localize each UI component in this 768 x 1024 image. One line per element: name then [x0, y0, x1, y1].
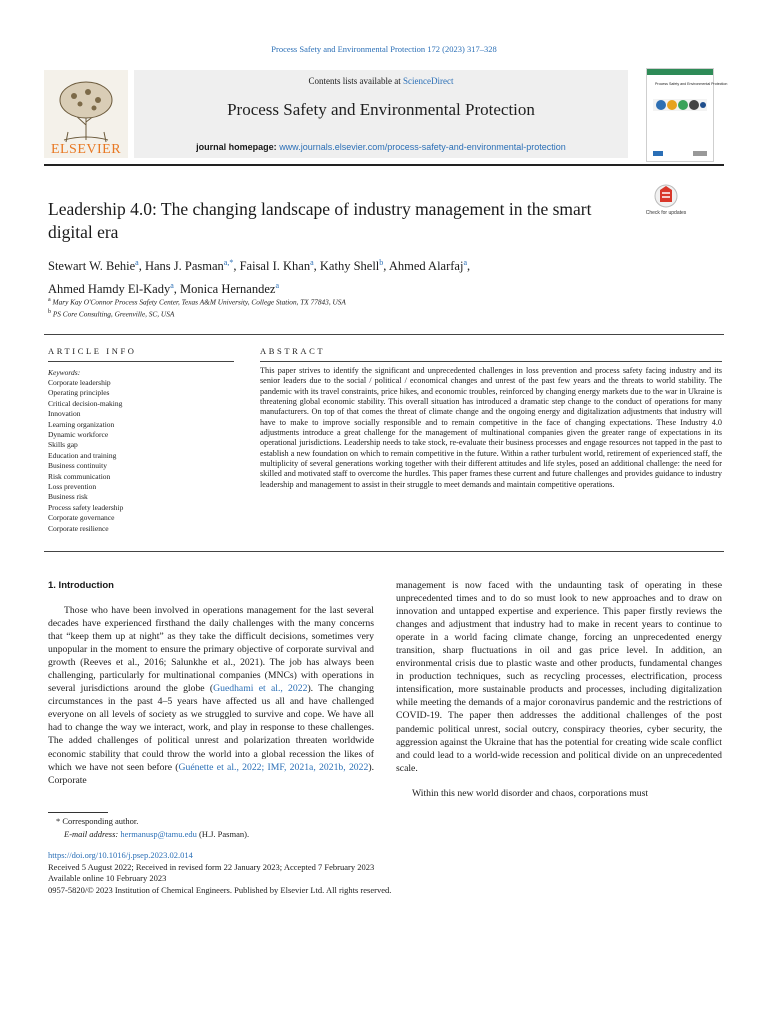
- author-separator: ,: [233, 259, 240, 274]
- article-info-rule: [48, 361, 234, 362]
- section-rule: [44, 334, 724, 335]
- abstract-bottom-rule: [44, 551, 724, 552]
- keyword-item: Innovation: [48, 409, 81, 419]
- author-affiliation-mark[interactable]: a,*: [223, 258, 234, 267]
- cover-title-text: Process Safety and Environmental Protection: [655, 82, 728, 86]
- author-name[interactable]: Ahmed Alarfaj: [388, 259, 464, 274]
- footnote-rule: [48, 812, 108, 813]
- keyword-item: Corporate leadership: [48, 378, 111, 387]
- author-name[interactable]: Faisal I. Khan: [239, 259, 311, 274]
- keyword-item: Risk communication: [48, 471, 111, 481]
- keywords-label: Keywords:: [48, 368, 81, 377]
- author-name[interactable]: Kathy Shell: [319, 259, 380, 274]
- received-dates: Received 5 August 2022; Received in revised form 22 January 2023; Accepted 7 February 2023: [48, 862, 375, 872]
- author-affiliation-mark[interactable]: a: [135, 258, 139, 267]
- elsevier-wordmark: ELSEVIER: [50, 142, 122, 157]
- intro-right-column-continued: Within this new world disorder and chaos, corporations must: [412, 788, 649, 799]
- header-rule: [44, 164, 724, 166]
- affiliation-mark: b: [48, 309, 51, 316]
- abstract-heading: ABSTRACT: [260, 346, 326, 356]
- affiliation-line: [48, 295, 648, 307]
- email-footnote: [64, 829, 249, 839]
- intro-right-column: management is now faced with the undaunting task of operating in these unprecedented times and to do so must look to new approaches and to draw on innovation and untapped expertise and experience. This paper firstly reviews the changes and adjustment that industry had to make in recent years to continue to operate in a world facing climate change, forcing an unprecedented energy transition, sharp fluctuations in oil and gas price level. In addition, an environmental crisis due to plastic waste and other products, fundamental changes in production techniques, such as recycling processes, electrification, process intensification, more sustainable products and processes, including digitalization while meeting the demands of a major coronavirus pandemic and the restrictions of COVID-19. The paper then addresses the additional challenges of the post pandemic political unrest, social outcry, conspiracy theories, cyber security, the aggression against the Ukraine that has the potential for creating wide scale conflict and could lead to a world-wide recession and political divide on an unprecedented scale.: [396, 580, 722, 774]
- keyword-item: Dynamic workforce: [48, 430, 109, 440]
- affiliation-mark: a: [48, 297, 51, 303]
- author-separator: ,: [313, 259, 320, 274]
- author-separator: ,: [138, 259, 145, 274]
- author-affiliation-mark[interactable]: a: [275, 281, 280, 291]
- keyword-item: Operating principles: [48, 388, 110, 398]
- article-info-heading: ARTICLE INFO: [48, 346, 137, 356]
- author-name[interactable]: Ahmed Hamdy El-Kady: [48, 282, 171, 297]
- affiliations: [48, 295, 648, 320]
- check-updates-label: Check for updates: [645, 210, 687, 216]
- introduction-heading: 1. Introduction: [48, 580, 114, 591]
- intro-left-text-a: Those who have been involved in operations management for the last several decades have experienced firsthand the daily challenges with the many concerns that “keep them up at night” as they take the difficult decisions, sometimes very unpopular in the moment to ensure the primary objective of corporate survival and growth (Reeves et al., 2016; Salunkhe et al., 2021). The job has always been challenging, particularly for multinational companies (MNCs) with operations in several jurisdictions around the globe (: [48, 605, 374, 695]
- journal-homepage-line: [134, 142, 628, 152]
- author-name[interactable]: Monica Hernandez: [180, 282, 276, 297]
- author-affiliation-mark[interactable]: a: [310, 258, 314, 267]
- email-suffix: (H.J. Pasman).: [196, 829, 250, 839]
- copyright-line: 0957-5820/© 2023 Institution of Chemical Engineers. Published by Elsevier Ltd. All rights reserved.: [48, 885, 392, 895]
- author-list: [48, 253, 648, 299]
- author-separator: ,: [467, 259, 471, 274]
- sciencedirect-link[interactable]: ScienceDirect: [403, 76, 454, 86]
- email-label: E-mail address:: [64, 829, 121, 839]
- journal-cover-thumbnail[interactable]: [646, 68, 728, 162]
- keyword-item: Business risk: [48, 492, 88, 502]
- citation-link-guenette[interactable]: Guénette et al., 2022; IMF, 2021a, 2021b, 2022: [178, 761, 369, 773]
- affiliation-text: PS Core Consulting, Greenville, SC, USA: [52, 309, 175, 319]
- corresponding-author-note: * Corresponding author.: [56, 816, 139, 826]
- abstract-text: This paper strives to identify the significant and unprecedented challenges in loss prevention and process safety facing industry and its senior leaders due to the social / political / economical changes and unrest of the past few years and the threats to world stability. The pandemic with its travel constraints, price hikes, and economic troubles, reinforced by changing energy markets due to the war in Ukraine is threatening global economic stability. This overall situation has introduced a dramatic step change to the conduct of operations for many manufacturers. On top of that comes the threat of climate change and the ongoing energy and digitalization adjustments that industry will have to make to improve socially responsible and to remain competitive in the face of changing expectations. These Industry 4.0 adjustments introduce a great challenge for the management of multinational companies given the greater range of expectations in its operational jurisdictions. Leadership needs to take stock, re-evaluate their business processes and engage resources not tapped in the past to establish a new foundation on which to remain competitive in the future. Within a rather turbulent world, retirement of experienced staff, the multiplicity of several generations working together with their different attitudes and life styles, posed an additional challenge: the need for skilled and motivated staff to overcome the hurdles. This paper frames these current and future challenges and provides guidance to industry leadership and management to assist in their struggle to meet demands and maintain competitive operations.: [260, 366, 722, 489]
- journal-citation-link[interactable]: Process Safety and Environmental Protection 172 (2023) 317–328: [271, 44, 497, 54]
- author-name[interactable]: Stewart W. Behie: [48, 259, 136, 274]
- keywords-list: [48, 378, 234, 534]
- author-name[interactable]: Hans J. Pasman: [144, 259, 224, 274]
- contents-available-line: [134, 76, 628, 86]
- keyword-item: Process safety leadership: [48, 502, 124, 512]
- keyword-item: Corporate resilience: [48, 523, 109, 533]
- keyword-item: Loss prevention: [48, 482, 97, 492]
- homepage-label: journal homepage:: [196, 142, 280, 152]
- keyword-item: Skills gap: [48, 440, 78, 450]
- keyword-item: Business continuity: [48, 461, 107, 471]
- email-link[interactable]: hermanusp@tamu.edu: [120, 829, 197, 839]
- affiliation-line: [48, 307, 648, 319]
- author-affiliation-mark[interactable]: b: [379, 258, 384, 267]
- journal-homepage-link[interactable]: www.journals.elsevier.com/process-safety-and-environmental-protection: [279, 142, 566, 152]
- keyword-item: Corporate governance: [48, 513, 115, 523]
- doi-link[interactable]: https://doi.org/10.1016/j.psep.2023.02.014: [48, 850, 193, 860]
- cover-image-icon: [647, 69, 728, 161]
- author-separator: ,: [173, 282, 181, 297]
- journal-title: Process Safety and Environmental Protection: [227, 100, 535, 119]
- keyword-item: Education and training: [48, 450, 117, 460]
- intro-left-text-b: ). The changing circumstances in the past 4–5 years have affected us all and have challenged everyone on all levels of society as we struggled to survive and cope. We have all had to change the way we interact, work, and play in response to these challenges. The added challenges of political unrest and polarization threaten worldwide economic stability that could throw the world into a global recession the likes of which we have not seen before (: [48, 683, 374, 773]
- author-affiliation-mark[interactable]: a: [463, 258, 468, 267]
- contents-prefix: Contents lists available at: [308, 76, 403, 86]
- author-separator: ,: [383, 259, 389, 274]
- keyword-item: Critical decision-making: [48, 398, 123, 408]
- citation-link-guedhami[interactable]: Guedhami et al., 2022: [213, 683, 308, 695]
- intro-left-text-c: ). Corporate: [48, 761, 374, 786]
- check-updates-icon: [646, 182, 686, 222]
- available-online-date: Available online 10 February 2023: [48, 873, 167, 883]
- article-title: Leadership 4.0: The changing landscape of industry management in the smart digital era: [48, 199, 592, 242]
- intro-left-column: [48, 604, 374, 787]
- author-affiliation-mark[interactable]: a: [170, 281, 174, 291]
- affiliation-text: Mary Kay O'Connor Process Safety Center, Texas A&M University, College Station, TX 77843, USA: [52, 297, 346, 307]
- keyword-item: Learning organization: [48, 419, 115, 429]
- check-for-updates-badge[interactable]: [646, 182, 686, 222]
- abstract-rule: [260, 361, 722, 362]
